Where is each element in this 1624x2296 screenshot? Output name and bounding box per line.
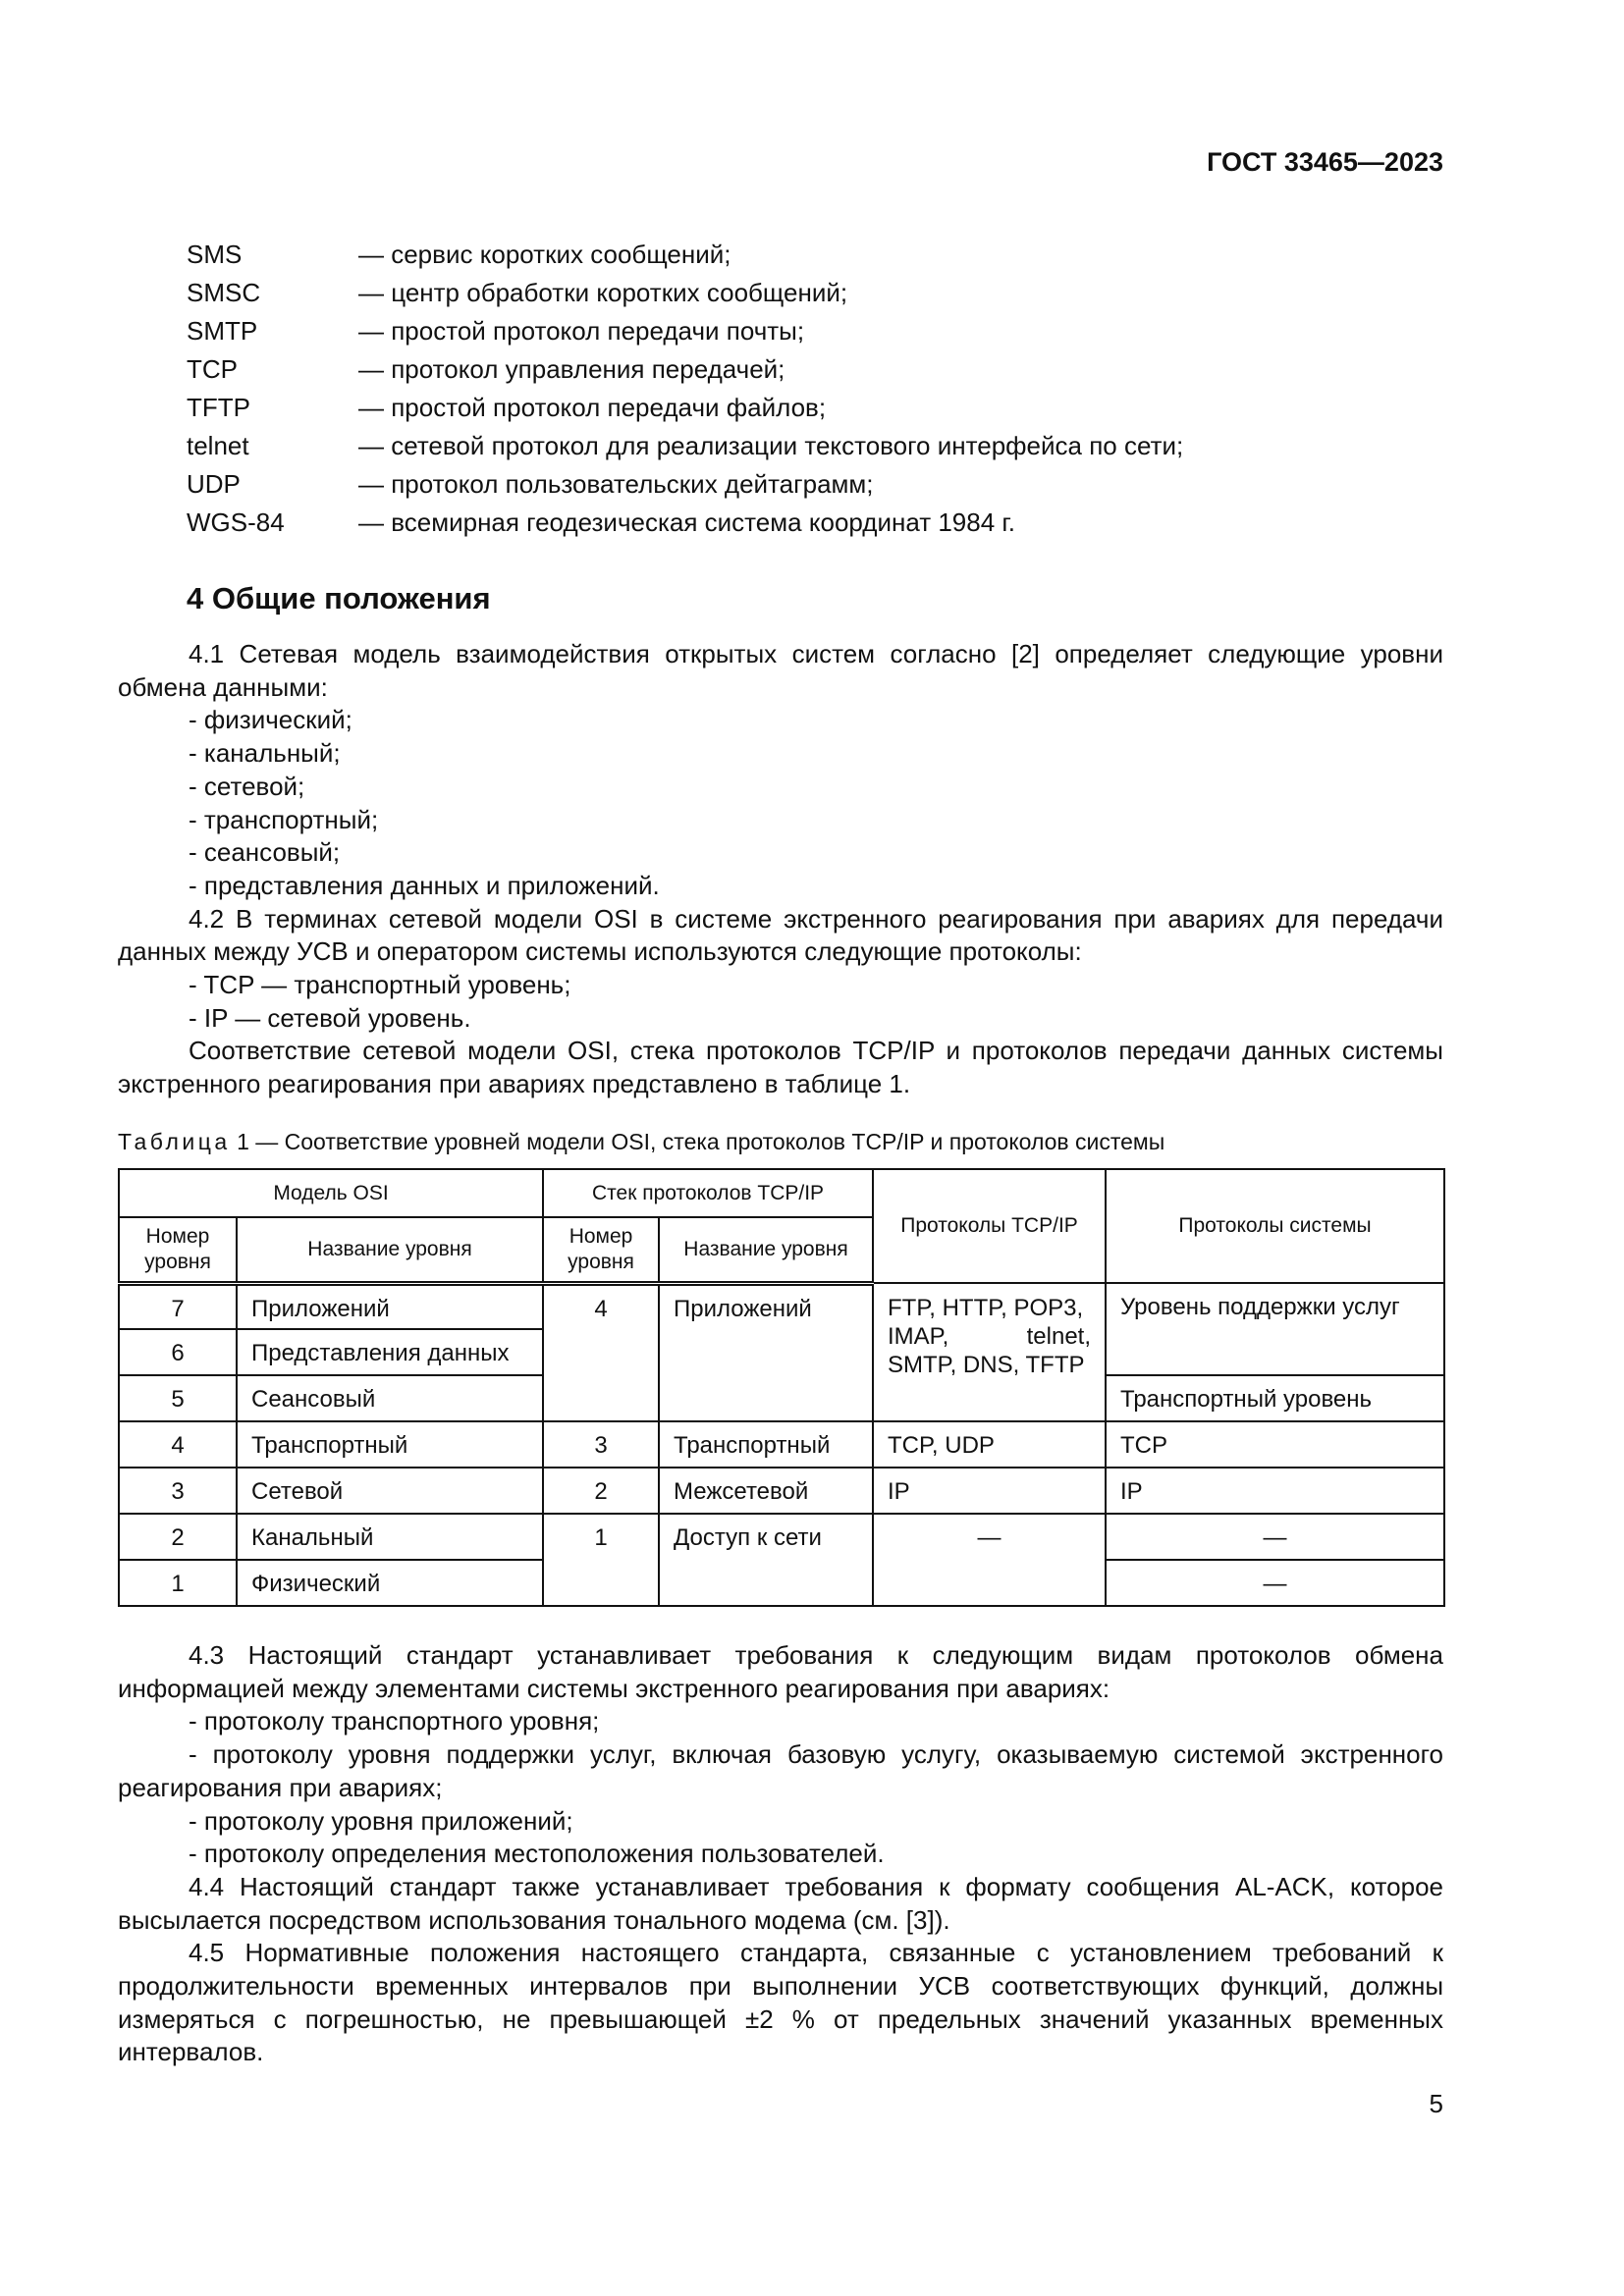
tcpip-level-name: Доступ к сети (659, 1514, 873, 1606)
table-row (119, 1283, 1444, 1329)
clause-4-4: 4.4 Настоящий стандарт также устанавливает требования к формату сообщения AL-ACK, которое высылается посредством использования тонального модема (см. [3]). (118, 1871, 1443, 1935)
system-protocol-link: — (1106, 1514, 1444, 1560)
system-protocol-physical: — (1106, 1560, 1444, 1606)
abbreviation-term: WGS-84 (187, 507, 285, 537)
abbreviation-definition: — всемирная геодезическая система координат 1984 г. (358, 507, 1015, 537)
abbreviation-definition: — сервис коротких сообщений; (358, 240, 731, 269)
clause-4-2-conclusion: Соответствие сетевой модели OSI, стека протоколов TCP/IP и протоколов передачи данных системы экстренного реагирования при авариях представлено в таблице 1. (118, 1036, 1443, 1099)
osi-level-name: Физический (237, 1560, 543, 1606)
clause-4-2-intro: 4.2 В терминах сетевой модели OSI в системе экстренного реагирования при авариях для передачи данных между УСВ и оператором системы используются следующие протоколы: (118, 903, 1443, 967)
list-item: - сеансовый; (189, 837, 341, 868)
abbreviation-definition: — сетевой протокол для реализации текстового интерфейса по сети; (358, 431, 1184, 460)
list-item: - транспортный; (189, 804, 379, 834)
abbreviation-item (187, 314, 1443, 352)
table-caption-label: Таблица (118, 1129, 231, 1154)
list-item: - сетевой; (189, 771, 305, 801)
list-item: - протоколу определения местоположения пользователей. (189, 1839, 885, 1869)
list-item: - физический; (189, 705, 352, 735)
abbreviation-item (187, 429, 1443, 467)
table-row (119, 1514, 1444, 1560)
document-id: ГОСТ 33465—2023 (1207, 147, 1443, 177)
clause-4-1-to-4-2 (118, 638, 1443, 1101)
header-system-protocols: Протоколы системы (1106, 1169, 1444, 1283)
tcpip-protocols-access: — (873, 1514, 1106, 1606)
abbreviation-term: SMS (187, 240, 243, 269)
table-caption-text: 1 — Соответствие уровней модели OSI, стека протоколов TCP/IP и протоколов системы (237, 1129, 1165, 1154)
osi-level-name: Транспортный (237, 1421, 543, 1468)
tcpip-protocols-internet: IP (873, 1468, 1106, 1514)
abbreviation-definition: — простой протокол передачи файлов; (358, 393, 827, 422)
osi-level-name: Канальный (237, 1514, 543, 1560)
table-header-row (119, 1169, 1444, 1217)
abbreviation-item (187, 391, 1443, 429)
protocol-line: SMTP, DNS, TFTP (888, 1352, 1085, 1378)
abbreviation-term: TCP (187, 354, 238, 384)
section-title: 4 Общие положения (187, 581, 491, 615)
abbreviation-item (187, 276, 1443, 314)
list-item: - представления данных и приложений. (189, 870, 660, 900)
header-tcpip-stack: Стек протоколов TCP/IP (543, 1169, 873, 1217)
abbreviation-item (187, 467, 1443, 506)
osi-mapping-table (118, 1168, 1445, 1607)
osi-level-name: Сетевой (237, 1468, 543, 1514)
osi-level-number: 4 (119, 1421, 237, 1468)
tcpip-level-number: 1 (543, 1514, 659, 1606)
tcpip-level-number: 3 (543, 1421, 659, 1468)
list-item: - протоколу уровня приложений; (189, 1805, 573, 1836)
tcpip-protocols-application (873, 1283, 1106, 1421)
osi-level-name: Сеансовый (237, 1375, 543, 1421)
page-number: 5 (1429, 2089, 1443, 2118)
system-protocol-transport-level: Транспортный уровень (1106, 1375, 1444, 1421)
abbreviation-term: TFTP (187, 393, 250, 422)
osi-level-number: 3 (119, 1468, 237, 1514)
tcpip-level-number: 4 (543, 1283, 659, 1421)
clause-4-3-intro: 4.3 Настоящий стандарт устанавливает требования к следующим видам протоколов обмена информацией между элементами системы экстренного реагирования при авариях: (118, 1640, 1443, 1703)
system-protocol-internet: IP (1106, 1468, 1444, 1514)
osi-level-number: 2 (119, 1514, 237, 1560)
list-item: - IP — сетевой уровень. (189, 1002, 471, 1033)
header-tcpip-level-name: Название уровня (659, 1217, 873, 1283)
table-caption (118, 1127, 1443, 1156)
table-row (119, 1421, 1444, 1468)
protocol-name: telnet, (1026, 1323, 1092, 1350)
osi-level-number: 5 (119, 1375, 237, 1421)
abbreviation-term: UDP (187, 469, 241, 499)
tcpip-level-name: Транспортный (659, 1421, 873, 1468)
list-item: - протоколу уровня поддержки услуг, включая базовую услугу, оказываемую системой экстренного реагирования при авариях; (118, 1739, 1443, 1802)
abbreviation-definition: — простой протокол передачи почты; (358, 316, 805, 346)
list-item: - TCP — транспортный уровень; (189, 970, 571, 1000)
abbreviation-term: telnet (187, 431, 249, 460)
header-osi-level-number: Номер уровня (119, 1217, 237, 1283)
abbreviation-term: SMTP (187, 316, 258, 346)
protocol-line (888, 1322, 1091, 1351)
tcpip-level-name: Приложений (659, 1283, 873, 1421)
system-protocol-transport: TCP (1106, 1421, 1444, 1468)
osi-level-number: 7 (119, 1283, 237, 1329)
tcpip-level-number: 2 (543, 1468, 659, 1514)
osi-level-number: 1 (119, 1560, 237, 1606)
clause-4-1-intro: 4.1 Сетевая модель взаимодействия открытых систем согласно [2] определяет следующие уровни обмена данными: (118, 639, 1443, 702)
protocol-line: FTP, HTTP, POP3, (888, 1295, 1084, 1321)
tcpip-protocols-transport: TCP, UDP (873, 1421, 1106, 1468)
abbreviation-term: SMSC (187, 278, 261, 307)
abbreviation-definition: — центр обработки коротких сообщений; (358, 278, 848, 307)
osi-level-name: Приложений (237, 1283, 543, 1329)
abbreviation-list (187, 238, 1443, 544)
protocol-name: IMAP, (888, 1323, 949, 1350)
osi-level-name: Представления данных (237, 1329, 543, 1375)
system-protocol-services: Уровень поддержки услуг (1106, 1283, 1444, 1375)
tcpip-level-name: Межсетевой (659, 1468, 873, 1514)
header-osi-model: Модель OSI (119, 1169, 543, 1217)
header-osi-level-name: Название уровня (237, 1217, 543, 1283)
header-tcpip-protocols: Протоколы TCP/IP (873, 1169, 1106, 1283)
clause-4-5: 4.5 Нормативные положения настоящего стандарта, связанные с установлением требований к продолжительности временных интервалов при выполнении УСВ соответствующих функций, должны измеряться с погрешностью, не превышающей ±2 % от предельных значений указанных временных интервалов. (118, 1938, 1443, 2067)
abbreviation-item (187, 238, 1443, 276)
clause-4-3-to-4-5 (118, 1639, 1443, 2069)
abbreviation-definition: — протокол управления передачей; (358, 354, 785, 384)
abbreviation-definition: — протокол пользовательских дейтаграмм; (358, 469, 874, 499)
list-item: - протоколу транспортного уровня; (189, 1706, 600, 1736)
list-item: - канальный; (189, 738, 341, 769)
abbreviation-item (187, 506, 1443, 544)
table-row (119, 1468, 1444, 1514)
osi-level-number: 6 (119, 1329, 237, 1375)
abbreviation-item (187, 352, 1443, 391)
header-tcpip-level-number: Номер уровня (543, 1217, 659, 1283)
